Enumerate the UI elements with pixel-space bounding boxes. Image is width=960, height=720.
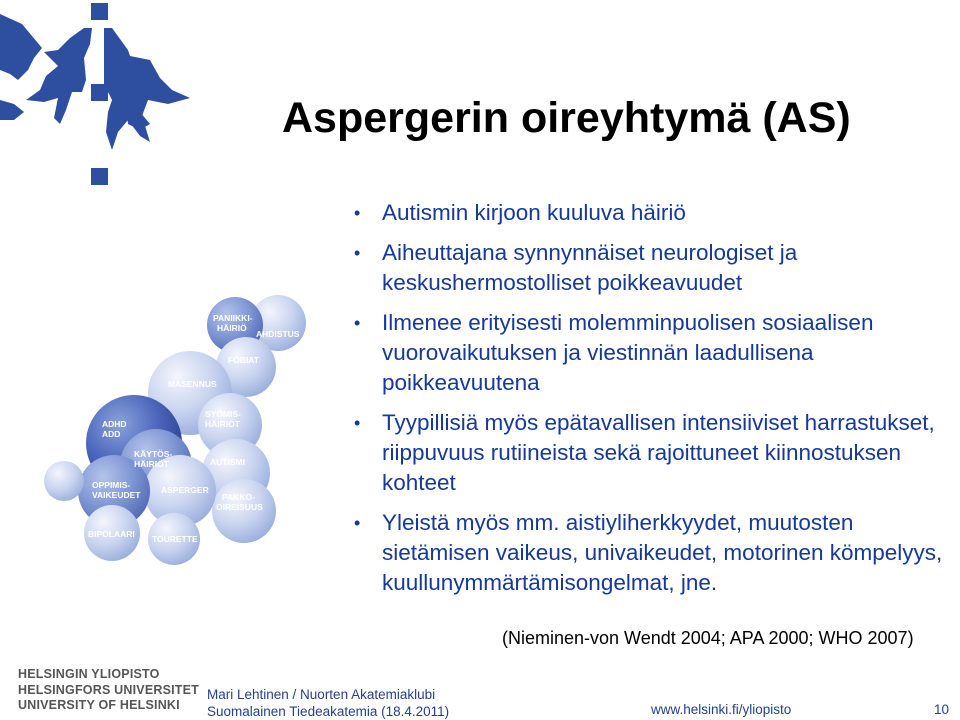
bullet-item: • Autismin kirjoon kuuluva häiriö: [352, 198, 952, 228]
label-pakko: PAKKO-OIREISUUS: [216, 492, 263, 512]
bullet-icon: •: [354, 243, 361, 263]
label-paniikki: PANIIKKI-HÄIRIÖ: [213, 313, 253, 333]
bullet-icon: •: [354, 313, 361, 333]
label-masennus: MASENNUS: [168, 379, 217, 389]
bullet-icon: •: [354, 413, 361, 433]
label-oppimis: OPPIMIS-VAIKEUDET: [92, 480, 141, 500]
label-asperger: ASPERGER: [161, 485, 209, 495]
bullet-list: [352, 198, 952, 608]
bullet-icon: •: [354, 513, 361, 533]
label-autismi: AUTISMI: [210, 457, 245, 467]
label-tourette: TOURETTE: [152, 534, 198, 544]
bullet-icon: •: [354, 203, 361, 223]
label-fobiat: FOBIAT: [228, 355, 260, 365]
label-syomis: SYÖMIS-HÄIRIÖT: [205, 409, 241, 429]
label-adhd: ADHD ADD: [102, 419, 127, 439]
university-flame-logo: [0, 0, 230, 200]
university-name: HELSINGIN YLIOPISTO HELSINGFORS UNIVERSITET UNIVERSITY OF HELSINKI: [18, 667, 200, 712]
footer-presenter: Mari Lehtinen / Nuorten Akatemiaklubi Suomalainen Tiedeakatemia (18.4.2011): [207, 687, 450, 719]
label-ahdistus: AHDISTUS: [256, 329, 300, 339]
slide-title: Aspergerin oireyhtymä (AS): [282, 94, 851, 142]
footer-url[interactable]: www.helsinki.fi/yliopisto: [651, 702, 792, 717]
label-bipolaari: BIPOLAARI: [88, 529, 135, 539]
disorder-bubble-diagram: [30, 285, 320, 585]
bubble-left-small: [44, 461, 84, 501]
page-number: 10: [934, 702, 950, 717]
bullet-item: • Tyypillisiä myös epätavallisen intensiiviset harrastukset, riippuvuus rutiineista sekä rajoittuneet kiinnostuksen kohteet: [354, 410, 935, 495]
citation: (Nieminen-von Wendt 2004; APA 2000; WHO 2007): [502, 628, 914, 648]
bullet-item: • Aiheuttajana synnynnäiset neurologiset ja keskushermostolliset poikkeavuudet: [354, 240, 798, 295]
bullet-item: • Yleistä myös mm. aistiyliherkkyydet, muutosten sietämisen vaikeus, univaikeudet, motorinen kömpelyys, kuullunymmärtämisongelmat, jne.: [354, 510, 943, 595]
label-kaytos: KÄYTÖS-HÄIRIÖT: [134, 449, 173, 469]
bullet-item: • Ilmenee erityisesti molemminpuolisen sosiaalisen vuorovaikutuksen ja viestinnän laadullisena poikkeavuutena: [354, 310, 874, 395]
